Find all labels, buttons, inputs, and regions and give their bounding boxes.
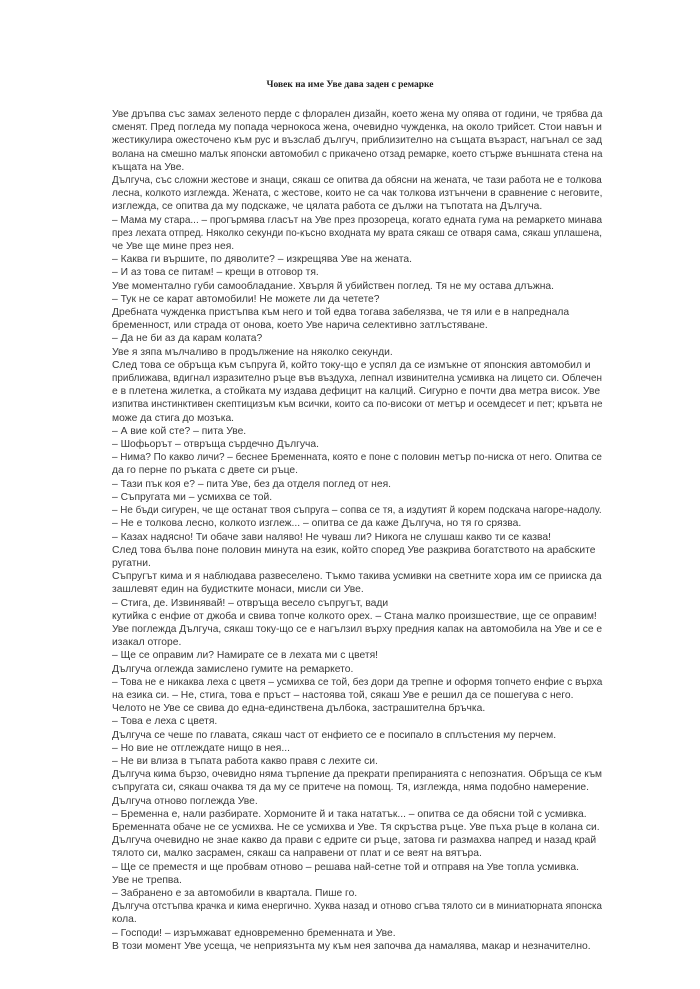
text-line: Дългуча очевидно не знае какво да прави с едрите си ръце, затова ги размахва напред и назад край — [112, 835, 597, 847]
text-line: че Уве ще мине през нея. — [112, 241, 235, 253]
text-line: на езика си. – Не, стига, това е пръст – настоява той, сякаш Уве е решил да се пошегува с него. — [112, 689, 574, 701]
text-line: – Мама му стара... – прогърмява гласът на Уве през прозореца, когато едната гума на ремаркето минава — [112, 214, 603, 226]
text-line: да го перне по ръката с двете си ръце. — [112, 465, 298, 477]
text-line: Уве дръпва със замах зеленото перде с флорален дизайн, което жена му опява от години, че трябва да — [112, 109, 603, 120]
text-line: Бременната обаче не се усмихва. Не се усмихва и Уве. Тя скръства ръце. Уве пъха ръце в колана си. — [112, 821, 600, 833]
text-line: Дребната чужденка пристъпва към него и той едва тогава забелязва, че тя или е в напреднала — [112, 307, 570, 319]
text-line: бременност, или страда от онова, което Уве нарича селективно затлъстяване. — [112, 320, 488, 332]
text-line: – Забранено е за автомобили в квартала. Пише го. — [112, 887, 358, 899]
text-line: Дългуча, със сложни жестове и знаци, сякаш се опитва да обясни на жената, че тази работа не е толкова — [112, 175, 602, 187]
text-line: – Ще се оправим ли? Намирате се в лехата ми с цветя! — [112, 650, 379, 662]
text-line: може да стига до мозъка. — [112, 412, 235, 424]
text-line: Уве не трепва. — [112, 874, 182, 886]
text-line: през лехата отпред. Няколко секунди по-късно входната му врата сякаш се отваря сама, сякаш уплашена, — [112, 227, 603, 239]
text-line: изглежда, се опитва да му подскаже, че цялата работа се дължи на тъпотата на Дългуча. — [112, 201, 543, 213]
text-line: волана на смешно малък японски автомобил с прикачено отзад ремарке, което стърже външната стена на — [112, 148, 603, 160]
text-line: е в плетена жилетка, а стойката му издава дефицит на калций. Сигурно е почти два метра висок. Уве — [112, 386, 601, 398]
text-line: – Бременна е, нали разбирате. Хормоните й и така нататък... – опитва се да обясни той с усмивка. — [112, 808, 587, 820]
text-line: След това се обръща към съпруга й, който току-що е успял да се измъкне от японския автомобил и — [112, 359, 591, 371]
document-body — [112, 108, 602, 953]
text-line: Дългуча отстъпва крачка и кима енергично. Хуква назад и отново сгъва тялото си в миниатюрната японска — [112, 901, 603, 913]
text-line: – Съпругата ми – усмихва се той. — [112, 491, 273, 503]
text-line: – А вие кой сте? – пита Уве. — [112, 425, 247, 437]
text-line: – Шофьорът – отвръща сърдечно Дългуча. — [112, 439, 319, 451]
text-line: Уве поглежда Дългуча, сякаш току-що се е нагълзил върху предния капак на автомобила на Уве и се е — [112, 623, 603, 635]
text-line: ругатни. — [112, 557, 151, 569]
text-line: къщата на Уве. — [112, 161, 185, 173]
text-line: – Това е леха с цветя. — [112, 716, 218, 728]
text-line: тялото си, малко засрамен, сякаш са направени от плат и се веят на вятъра. — [112, 848, 482, 860]
text-line: жестикулира ожесточено към рус и възслаб дългуч, приблизително на същата възраст, нагънал се зад — [112, 135, 603, 147]
text-line: съпругата си, сякаш очаква тя да му се притече на помощ. Тя, изглежда, няма подобно намерение. — [112, 782, 589, 794]
text-line: Челото не Уве се свива до една-единствена дълбока, застрашителна бръчка. — [112, 703, 486, 715]
text-line: – Ще се преместя и ще пробвам отново – решава най-сетне той и отправя на Уве топла усмивка. — [112, 861, 579, 873]
text-line: – Тук не се карат автомобили! Не можете ли да четете? — [112, 293, 380, 305]
text-line: – Господи! – изръмжават едновременно бременната и Уве. — [112, 927, 396, 939]
text-line: приближава, вдигнал изразително ръце във въздуха, лепнал извинителна усмивка на лицето си. Облечен — [112, 373, 602, 385]
text-line: Дългуча се чеше по главата, сякаш част от енфието се е посипало в сплъстения му перчем. — [112, 729, 557, 741]
text-line: сменят. Пред погледа му попада чернокоса жена, очевидно чужденка, на около трийсет. Стои навън и — [112, 122, 602, 134]
text-line: – Това не е никаква леха с цветя – усмихва се той, без дори да трепне и оформя топчето енфие с върха — [112, 676, 603, 688]
text-line: – Но вие не отглеждате нищо в нея... — [112, 742, 290, 754]
text-line: – Не ви влиза в тъпата работа какво правя с лехите си. — [112, 755, 378, 767]
text-line: В този момент Уве усеща, че неприязънта му към нея започва да намалява, макар и незначително. — [112, 940, 591, 952]
text-line: кутийка с енфие от джоба и свива топче колкото орех. – Стана малко произшествие, ще се оправим! — [112, 610, 597, 622]
text-line: – Да не би аз да карам колата? — [112, 333, 263, 345]
text-line: Дългуча отново поглежда Уве. — [112, 795, 258, 807]
text-line: – Тази пък коя е? – пита Уве, без да отделя поглед от нея. — [112, 478, 392, 490]
text-line: – Стига, де. Извинявай! – отвръща весело съпругът, вади — [112, 597, 389, 609]
text-line: – Каква ги вършите, по дяволите? – изкрещява Уве на жената. — [112, 254, 412, 266]
text-line: Съпругът кима и я наблюдава развеселено. Тъкмо такива усмивки на светните хора им се прииска да — [112, 571, 602, 583]
text-line: кола. — [112, 914, 137, 926]
text-line: – И аз това се питам! – крещи в отговор тя. — [112, 267, 319, 279]
text-line: – Не бъди сигурен, че ще останат твоя съпруга – сопва се тя, а издутият й корем подскача нагоре-надолу. — [112, 505, 602, 517]
text-line: – Не е толкова лесно, колкото изглеж... – опитва се да каже Дългуча, но тя го срязва. — [112, 518, 522, 530]
document-title: Човек на име Уве дава заден с ремарке — [266, 80, 434, 90]
text-line: лесна, колкото изглежда. Жената, с жестове, които не са чак толкова изтънчени в сравнение с неговите, — [112, 188, 603, 200]
text-line: Дългуча кима бързо, очевидно няма търпение да прекрати препиранията с непознатия. Обръща се към — [112, 769, 602, 781]
text-line: Уве моментално губи самообладание. Хвърля й убийствен поглед. Тя не му остава длъжна. — [112, 280, 555, 292]
text-line: – Нима? По какво личи? – беснее Бременната, която е поне с половин метър по-ниска от него. Опитва се — [112, 452, 602, 464]
text-line: Дългуча оглежда замислено гумите на ремаркето. — [112, 663, 354, 675]
text-line: изакал отгоре. — [112, 637, 182, 649]
text-line: – Казах надясно! Ти обаче зави наляво! Не чуваш ли? Никога не слушаш какво ти се казва! — [112, 531, 551, 543]
text-line: изпитва инстинктивен скептицизъм към всички, които са по-високи от метър и осемдесет и пет; кръвта не — [112, 399, 603, 411]
text-line: зашлевят един на будистките монаси, мисли си Уве. — [112, 584, 364, 596]
text-line: След това бълва поне половин минута на език, който според Уве разкрива богатството на арабските — [112, 544, 596, 556]
text-line: Уве я зяпа мълчаливо в продължение на няколко секунди. — [112, 346, 393, 358]
